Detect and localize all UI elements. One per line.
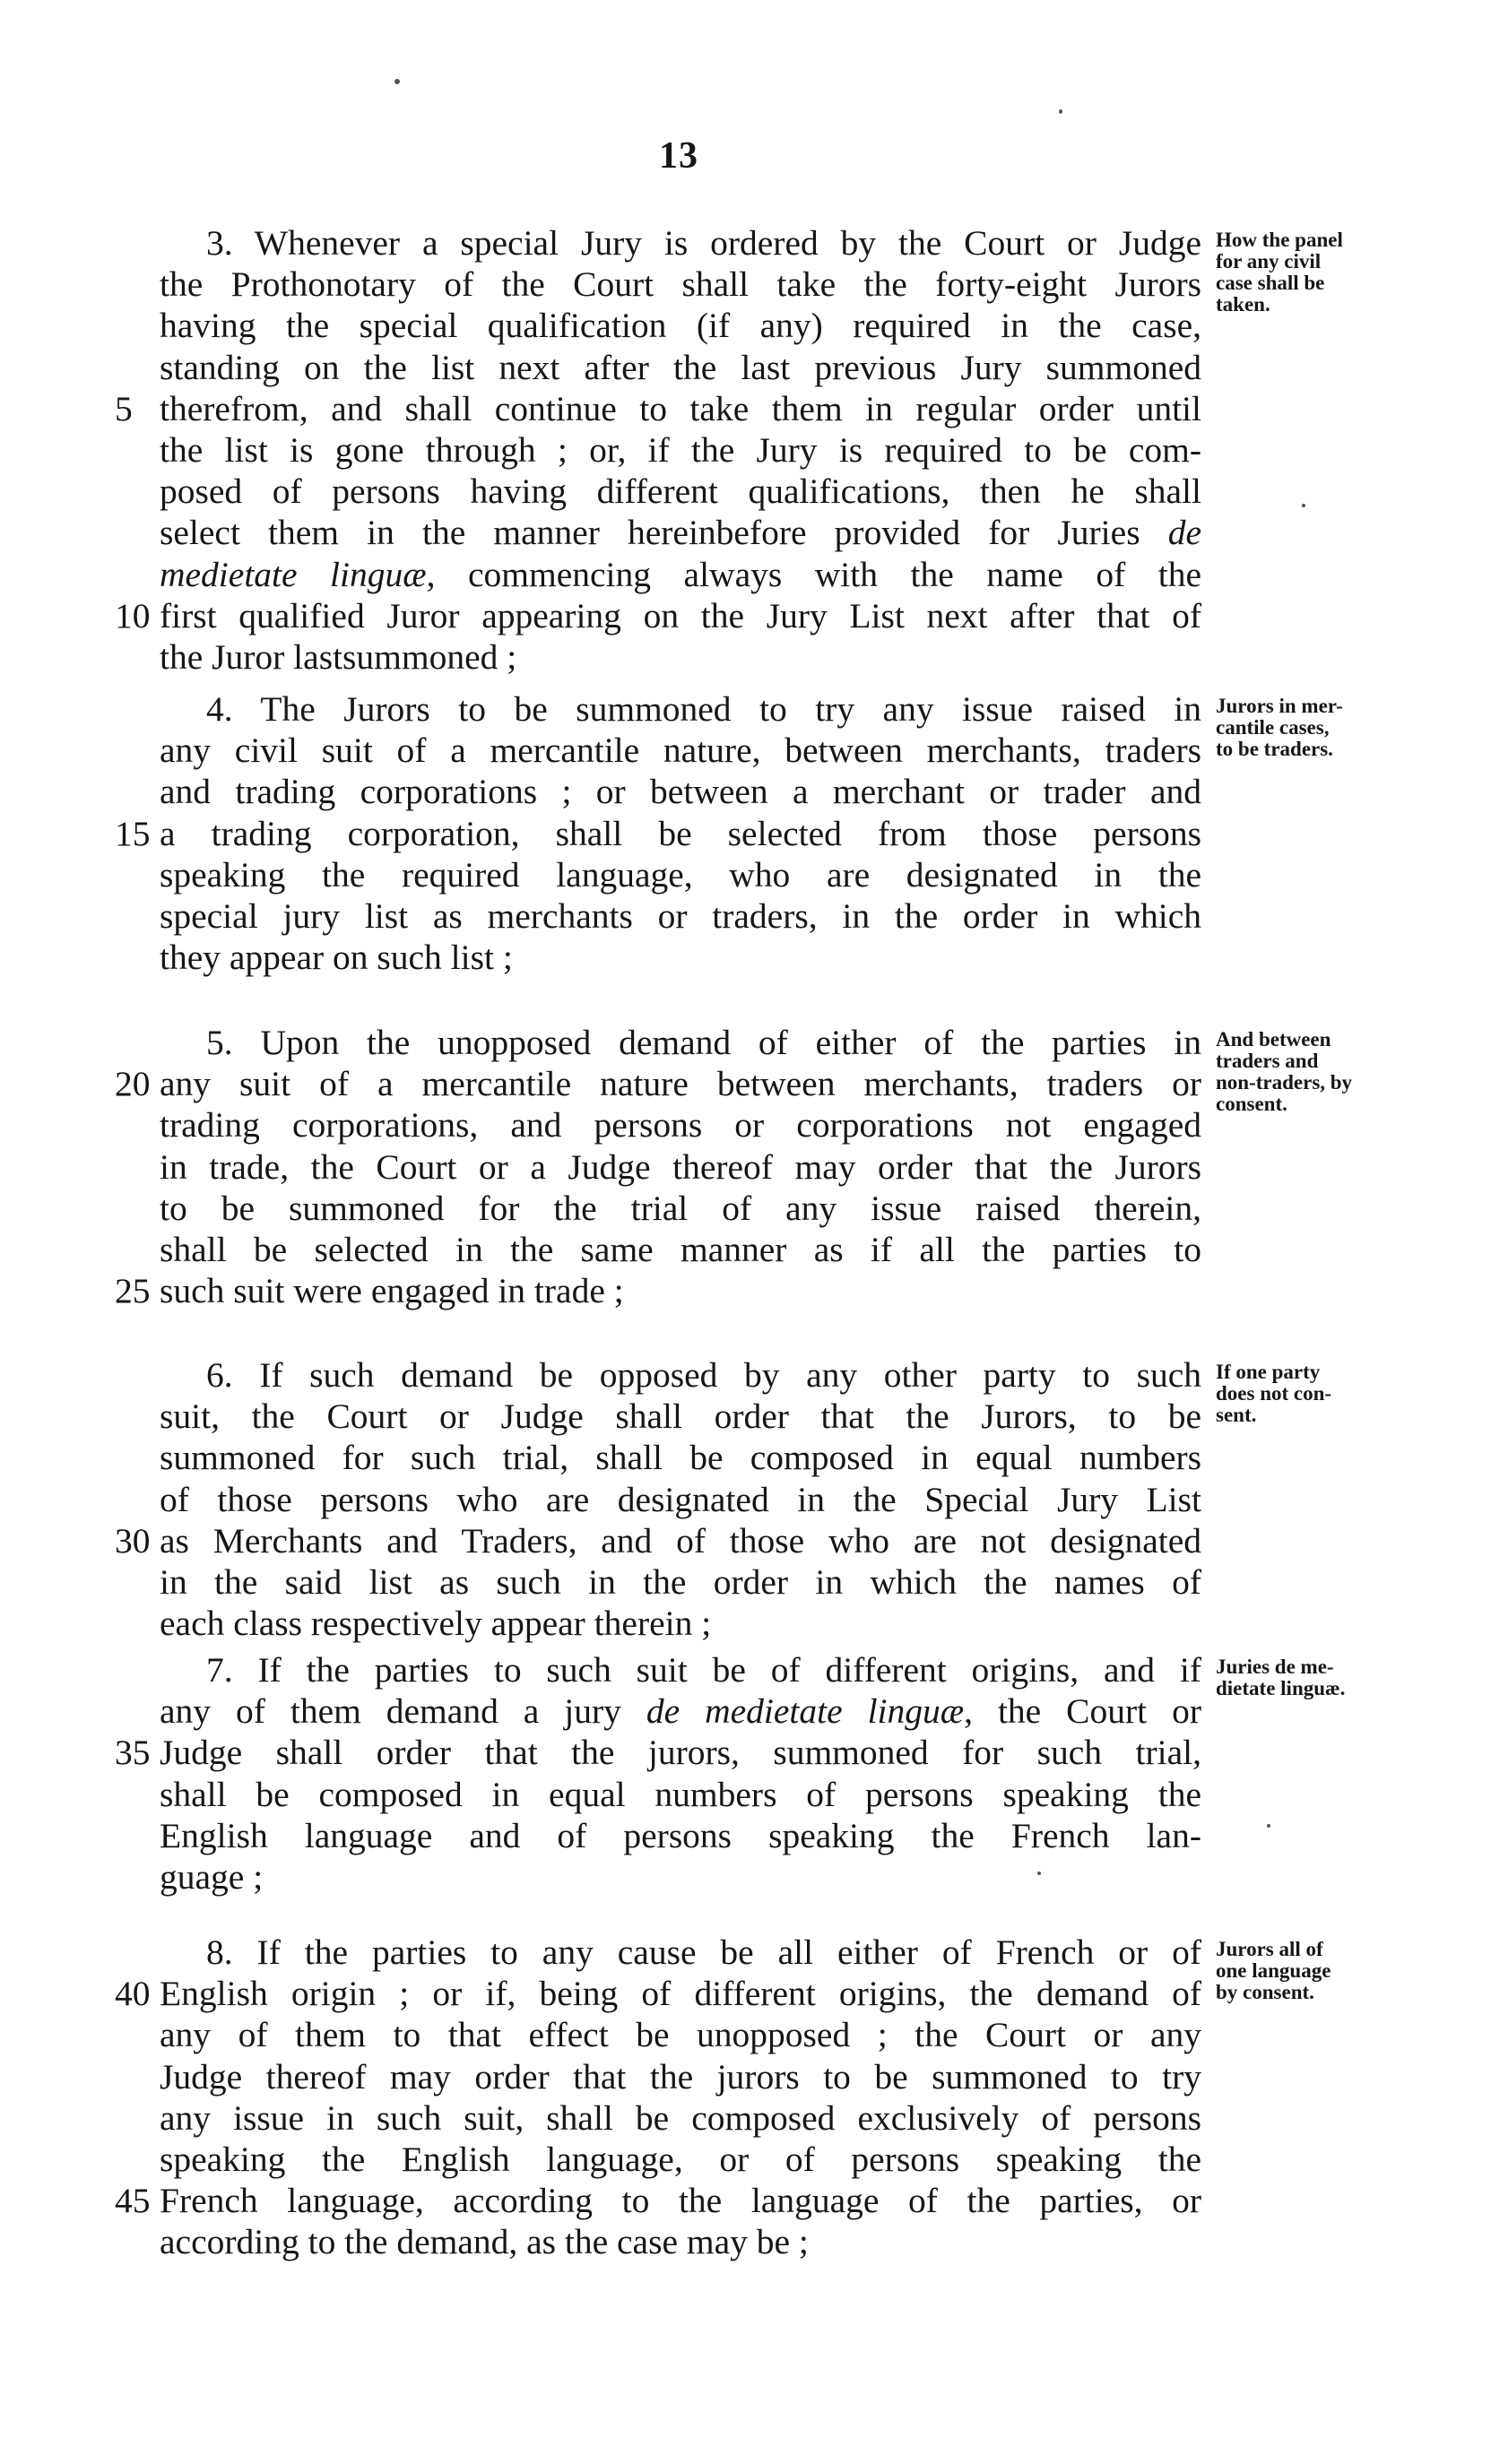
line-text: any of them to that effect be unopposed ; the Court or any (160, 2015, 1201, 2055)
line-text: of those persons who are designated in the Special Jury List (160, 1479, 1201, 1519)
line-number: 10 (115, 595, 151, 635)
text-line (0, 2180, 1201, 2221)
text-line (0, 1732, 1201, 1773)
margin-note-line: to be traders. (1216, 738, 1333, 760)
line-text: each class respectively appear therein ; (160, 1604, 712, 1644)
scan-speck (1302, 504, 1305, 507)
margin-note-line: How the panel (1216, 229, 1343, 251)
line-text: any civil suit of a mercantile nature, between merchants, traders (160, 731, 1201, 771)
text-line (0, 1815, 1201, 1856)
margin-note-line: dietate linguæ. (1216, 1677, 1346, 1699)
text-line (0, 554, 1201, 595)
margin-note-line: Juries de me- (1216, 1656, 1334, 1678)
line-text: the Juror lastsummoned ; (160, 637, 517, 677)
margin-note-line: does not con- (1216, 1382, 1332, 1405)
line-text: 8. If the parties to any cause be all either of French or of (206, 1932, 1201, 1972)
line-text: 3. Whenever a special Jury is ordered by the Court or Judge (206, 223, 1201, 263)
text-line (0, 937, 1201, 978)
margin-note (1216, 229, 1404, 316)
text-line (0, 688, 1201, 730)
line-number: 40 (115, 1974, 151, 2014)
line-text: the list is gone through ; or, if the Jury is required to be com- (160, 430, 1201, 470)
line-text: guage ; (160, 1857, 264, 1897)
line-text: speaking the English language, or of persons speaking the (160, 2140, 1201, 2179)
line-text: speaking the required language, who are designated in the (160, 854, 1201, 895)
line-text: French language, according to the language of the parties, or (160, 2181, 1201, 2221)
line-text: as Merchants and Traders, and of those who are not designated (160, 1520, 1201, 1561)
line-text: English language and of persons speaking the French lan- (160, 1815, 1201, 1855)
scan-speck (1037, 1872, 1041, 1875)
line-number: 30 (115, 1520, 151, 1561)
line-text: therefrom, and shall continue to take them in regular order until (160, 388, 1201, 428)
margin-note (1216, 1029, 1404, 1115)
line-text: 5. Upon the unopposed demand of either of the parties in (206, 1023, 1201, 1062)
margin-note-line: taken. (1216, 293, 1270, 316)
text-line (0, 1690, 1201, 1732)
margin-note-line: Jurors all of (1216, 1938, 1323, 1960)
margin-note-line: case shall be (1216, 272, 1325, 294)
text-line (0, 1932, 1201, 1973)
text-line (0, 1354, 1201, 1396)
text-line (0, 1022, 1201, 1063)
scan-speck (1267, 1824, 1270, 1828)
line-text: 7. If the parties to such suit be of different origins, and if (206, 1650, 1201, 1690)
text-line (0, 1479, 1201, 1520)
line-text: summoned for such trial, shall be composed in equal numbers (160, 1438, 1201, 1478)
scan-speck (394, 79, 400, 84)
text-line (0, 2139, 1201, 2180)
line-text: select them in the manner hereinbefore provided for Juries de (160, 513, 1201, 553)
margin-note (1216, 1656, 1404, 1699)
text-line (0, 2221, 1201, 2262)
margin-note (1216, 1939, 1404, 2003)
line-text: a trading corporation, shall be selected from those persons (160, 813, 1201, 853)
line-text: according to the demand, as the case may be ; (160, 2222, 809, 2262)
line-text: 6. If such demand be opposed by any other party to such (206, 1355, 1201, 1395)
margin-note-line: by consent. (1216, 1981, 1314, 2003)
margin-note-line: If one party (1216, 1361, 1321, 1383)
line-text: they appear on such list ; (160, 938, 513, 978)
line-text: shall be selected in the same manner as if all the parties to (160, 1230, 1201, 1269)
text-line (0, 1856, 1201, 1898)
text-line (0, 2097, 1201, 2139)
margin-note (1216, 1362, 1404, 1426)
margin-note (1216, 696, 1404, 760)
text-line (0, 1649, 1201, 1690)
line-text: medietate linguæ, commencing always with the name of the (160, 554, 1201, 594)
line-text: English origin ; or if, being of different origins, the demand of (160, 1974, 1201, 2014)
text-line (0, 388, 1201, 429)
line-text: in trade, the Court or a Judge thereof may order that the Jurors (160, 1146, 1201, 1187)
line-text: special jury list as merchants or traders, in the order in which (160, 896, 1201, 936)
text-line (0, 813, 1201, 854)
margin-note-line: And between (1216, 1028, 1331, 1050)
line-text: trading corporations, and persons or corporations not engaged (160, 1105, 1201, 1146)
line-number: 15 (115, 813, 151, 853)
text-line (0, 771, 1201, 812)
text-line (0, 471, 1201, 512)
margin-note-line: sent. (1216, 1404, 1257, 1426)
text-line (0, 1396, 1201, 1437)
text-line (0, 595, 1201, 636)
text-line (0, 222, 1201, 264)
text-line (0, 1603, 1201, 1644)
line-text: having the special qualification (if any) required in the case, (160, 306, 1201, 346)
line-number: 45 (115, 2181, 151, 2221)
margin-note-line: one language (1216, 1959, 1331, 1982)
text-line (0, 512, 1201, 553)
text-line (0, 1437, 1201, 1478)
text-line (0, 264, 1201, 305)
line-number: 35 (115, 1733, 151, 1773)
line-text: Judge shall order that the jurors, summoned for such trial, (160, 1733, 1201, 1773)
text-line (0, 895, 1201, 937)
text-line (0, 305, 1201, 346)
text-line (0, 854, 1201, 895)
text-line (0, 347, 1201, 388)
text-line (0, 1188, 1201, 1229)
margin-note-line: non-traders, by (1216, 1071, 1353, 1094)
text-line (0, 1146, 1201, 1188)
line-text: shall be composed in equal numbers of persons speaking the (160, 1774, 1201, 1814)
line-text: standing on the list next after the last previous Jury summoned (160, 347, 1201, 387)
text-line (0, 2014, 1201, 2055)
text-line (0, 1973, 1201, 2014)
line-text: to be summoned for the trial of any issue raised therein, (160, 1188, 1201, 1228)
line-number: 20 (115, 1064, 151, 1104)
text-line (0, 730, 1201, 771)
margin-note-line: cantile cases, (1216, 716, 1330, 739)
line-text: the Prothonotary of the Court shall take the forty-eight Jurors (160, 264, 1201, 305)
line-text: and trading corporations ; or between a merchant or trader and (160, 772, 1201, 812)
line-text: such suit were engaged in trade ; (160, 1271, 624, 1311)
line-text: first qualified Juror appearing on the Jury List next after that of (160, 595, 1201, 635)
text-line (0, 1229, 1201, 1270)
line-number: 5 (115, 388, 133, 428)
line-text: posed of persons having different qualifications, then he shall (160, 471, 1201, 512)
text-line (0, 636, 1201, 678)
line-text: suit, the Court or Judge shall order that the Jurors, to be (160, 1396, 1201, 1437)
text-line (0, 429, 1201, 471)
line-text: 4. The Jurors to be summoned to try any issue raised in (206, 689, 1201, 729)
line-text: any of them demand a jury de medietate linguæ, the Court or (160, 1691, 1201, 1732)
text-line (0, 2056, 1201, 2097)
page-number: 13 (659, 135, 698, 177)
text-line (0, 1063, 1201, 1104)
margin-note-line: traders and (1216, 1050, 1319, 1072)
text-line (0, 1270, 1201, 1311)
text-line (0, 1561, 1201, 1603)
text-line (0, 1104, 1201, 1146)
line-text: any suit of a mercantile nature between merchants, traders or (160, 1064, 1201, 1104)
text-line (0, 1520, 1201, 1561)
scan-speck (1059, 109, 1062, 114)
text-line (0, 1774, 1201, 1815)
margin-note-line: for any civil (1216, 250, 1322, 272)
line-text: in the said list as such in the order in which the names of (160, 1562, 1201, 1602)
margin-note-line: Jurors in mer- (1216, 695, 1343, 717)
line-text: any issue in such suit, shall be composed exclusively of persons (160, 2097, 1201, 2138)
line-number: 25 (115, 1271, 151, 1311)
line-text: Judge thereof may order that the jurors to be summoned to try (160, 2056, 1201, 2097)
margin-note-line: consent. (1216, 1093, 1287, 1115)
